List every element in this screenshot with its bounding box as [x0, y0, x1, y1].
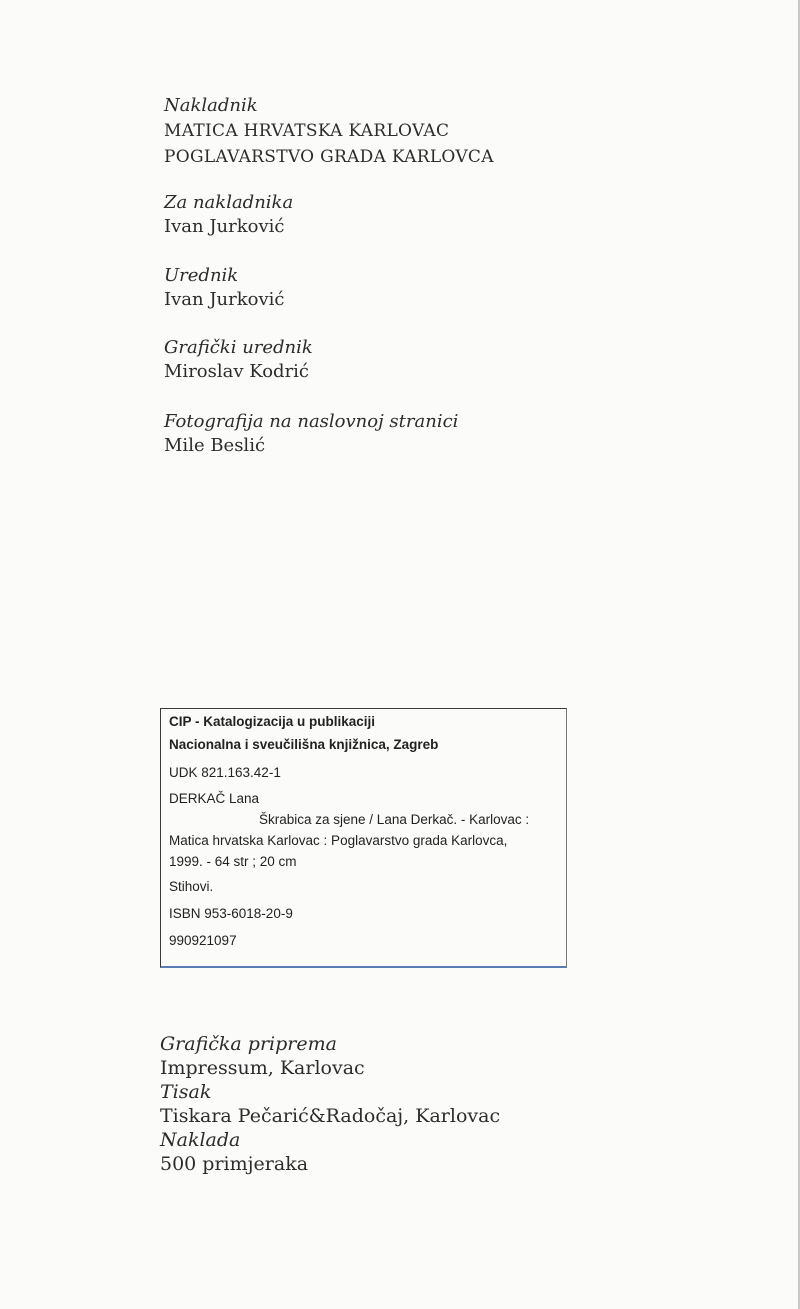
- graphic-editor-value: Miroslav Kodrić: [164, 361, 310, 382]
- publisher-block: [164, 94, 494, 170]
- cip-library: Nacionalna i sveučilišna knjižnica, Zagreb: [169, 737, 439, 752]
- print-run-label: Naklada: [160, 1129, 241, 1151]
- print-run-value: 500 primjeraka: [160, 1153, 309, 1175]
- editor-label: Urednik: [164, 265, 239, 286]
- cover-photo-block: [164, 410, 458, 458]
- publisher-line-1: MATICA HRVATSKA KARLOVAC: [164, 121, 450, 141]
- cip-description-1: Škrabica za sjene / Lana Derkač. - Karlovac :: [259, 812, 530, 827]
- publisher-label: Nakladnik: [164, 95, 258, 116]
- cip-udk: UDK 821.163.42-1: [169, 765, 281, 780]
- production-block: [160, 1032, 500, 1176]
- print-label: Tisak: [160, 1081, 212, 1103]
- cip-title: CIP - Katalogizacija u publikaciji: [169, 714, 376, 729]
- for-publisher-value: Ivan Jurković: [164, 216, 285, 237]
- prepress-value: Impressum, Karlovac: [160, 1057, 365, 1079]
- prepress-label: Grafička priprema: [160, 1033, 337, 1055]
- graphic-editor-block: [164, 336, 313, 384]
- print-value: Tiskara Pečarić&Radočaj, Karlovac: [160, 1105, 501, 1127]
- cip-author: DERKAČ Lana: [169, 791, 260, 806]
- cip-isbn: ISBN 953-6018-20-9: [169, 906, 293, 921]
- cip-record-box: [160, 708, 567, 968]
- for-publisher-block: [164, 191, 293, 239]
- cip-genre: Stihovi.: [169, 879, 214, 894]
- for-publisher-label: Za nakladnika: [164, 192, 294, 213]
- cover-photo-label: Fotografija na naslovnoj stranici: [164, 411, 459, 432]
- cip-record-number: 990921097: [169, 933, 237, 948]
- editor-value: Ivan Jurković: [164, 289, 285, 310]
- cip-description-2: Matica hrvatska Karlovac : Poglavarstvo grada Karlovca,: [169, 833, 508, 848]
- graphic-editor-label: Grafički urednik: [164, 337, 313, 358]
- publisher-line-2: POGLAVARSTVO GRADA KARLOVCA: [164, 147, 494, 167]
- editor-block: [164, 264, 285, 312]
- cover-photo-value: Mile Beslić: [164, 435, 266, 456]
- cip-description-3: 1999. - 64 str ; 20 cm: [169, 854, 297, 869]
